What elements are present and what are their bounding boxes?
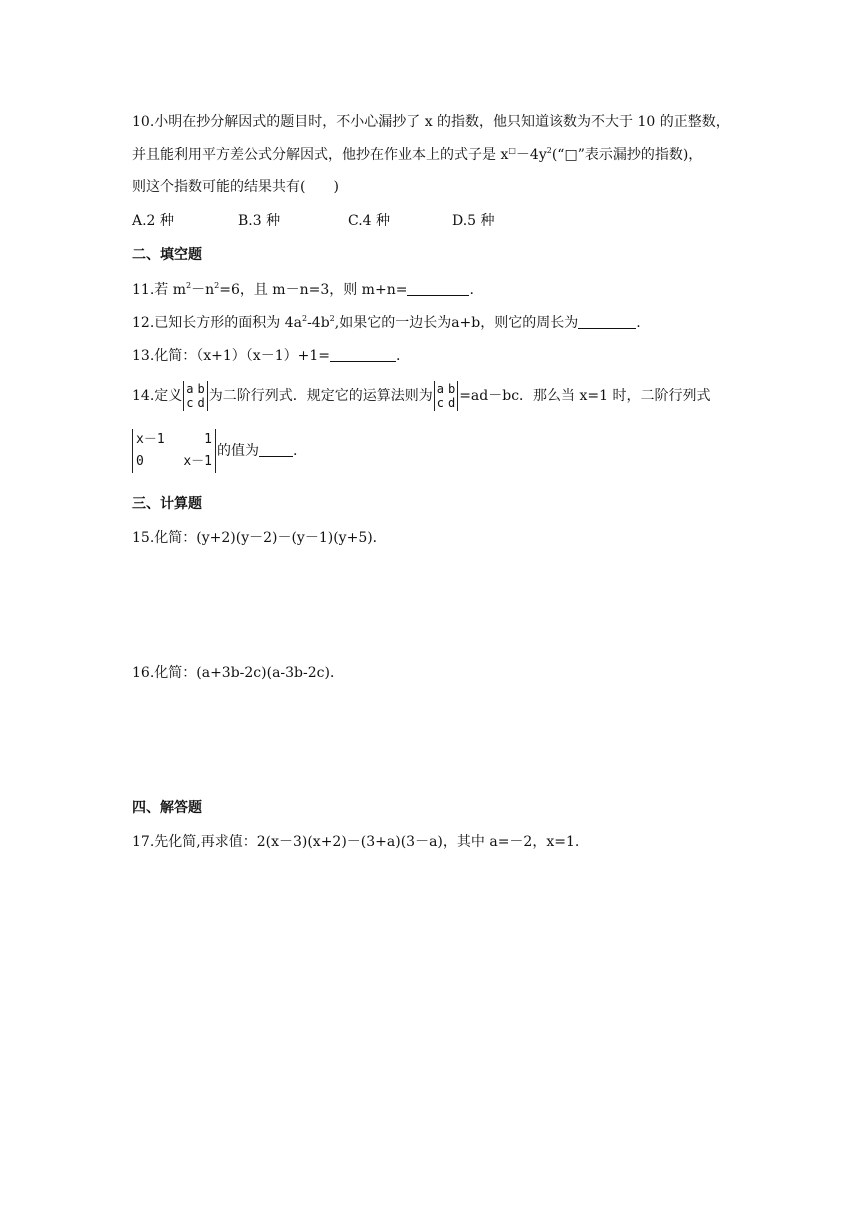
q11-sup1: 2 (186, 281, 192, 290)
answer-blank[interactable] (330, 347, 396, 362)
q14-b: 为二阶行列式．规定它的运算法则为 (208, 388, 433, 404)
det-cell: x－1 (136, 432, 165, 447)
option-b: B.3 种 (238, 213, 281, 229)
section-calculation-title: 三、计算题 (132, 496, 202, 512)
q14-a: 14.定义 (132, 388, 183, 404)
q13-b: . (395, 348, 401, 364)
q11 (132, 280, 474, 300)
q10-sup2: 2 (546, 146, 552, 155)
q11-b: －n (191, 282, 215, 298)
det-cell: d (447, 396, 456, 410)
q10-line2-b: －4y (515, 147, 547, 163)
det-cell: c (186, 396, 194, 410)
q12-a: 12.已知长方形的面积为 4a (132, 315, 302, 331)
det-cell: 1 (204, 432, 212, 447)
q14-e: . (293, 443, 298, 459)
q10-line2-c: (“□”表示漏抄的指数)， (551, 147, 703, 163)
det-cell: 0 (136, 454, 144, 469)
answer-blank[interactable] (407, 281, 469, 296)
q17: 17.先化简,再求值：2(x－3)(x+2)－(3+a)(3－a)，其中 a=－2，x=1. (132, 834, 580, 850)
section-fill-in-title: 二、填空题 (132, 247, 202, 263)
q14-d: 的值为 (217, 443, 259, 459)
q12-c: ,如果它的一边长为a+b，则它的周长为 (334, 315, 579, 331)
q12 (132, 313, 641, 333)
determinant-x (132, 429, 216, 473)
det-cell: b (447, 382, 456, 396)
det-cell: a (436, 382, 444, 396)
answer-blank[interactable] (259, 442, 293, 457)
det-cell: c (436, 396, 444, 410)
q15: 15.化简：(y+2)(y－2)－(y－1)(y+5)． (132, 530, 387, 546)
q12-sup1: 2 (301, 314, 308, 323)
q10-line1: 10.小明在抄分解因式的题目时，不小心漏抄了 x 的指数，他只知道该数为不大于 10 的正整数， (132, 114, 730, 130)
q10-line2-a: 并且能利用平方差公式分解因式，他抄在作业本上的式子是 x (132, 147, 509, 163)
det-cell: a (186, 382, 194, 396)
q13-a: 13.化简：（x+1）（x－1）+1= (132, 348, 330, 364)
q14-line2 (132, 425, 297, 477)
answer-blank[interactable] (578, 314, 636, 329)
q10-line3: 则这个指数可能的结果共有( ) (132, 179, 339, 195)
q11-sup2: 2 (214, 281, 220, 290)
q14-line1 (132, 378, 710, 414)
det-cell: x－1 (183, 454, 212, 469)
q10-line2 (132, 145, 702, 165)
option-c: C.4 种 (348, 213, 391, 229)
q12-d: . (636, 315, 641, 331)
q12-b: -4b (307, 315, 330, 331)
determinant-rule (434, 381, 458, 411)
q13 (132, 346, 400, 366)
q11-a: 11.若 m (132, 282, 186, 298)
section-solution-title: 四、解答题 (132, 800, 202, 816)
q16: 16.化简：(a+3b-2c)(a-3b-2c)． (132, 665, 344, 681)
option-a: A.2 种 (132, 213, 174, 229)
q12-sup2: 2 (329, 314, 335, 323)
option-d: D.5 种 (452, 213, 495, 229)
q11-c: =6，且 m－n=3，则 m+n= (219, 282, 408, 298)
determinant-definition (183, 381, 207, 411)
det-cell: b (197, 382, 205, 396)
q11-d: . (469, 282, 474, 298)
det-cell: d (197, 396, 205, 410)
q14-c: =ad－bc．那么当 x=1 时，二阶行列式 (459, 388, 711, 404)
q10-options (132, 211, 732, 231)
q10-sup1: □ (508, 146, 516, 155)
